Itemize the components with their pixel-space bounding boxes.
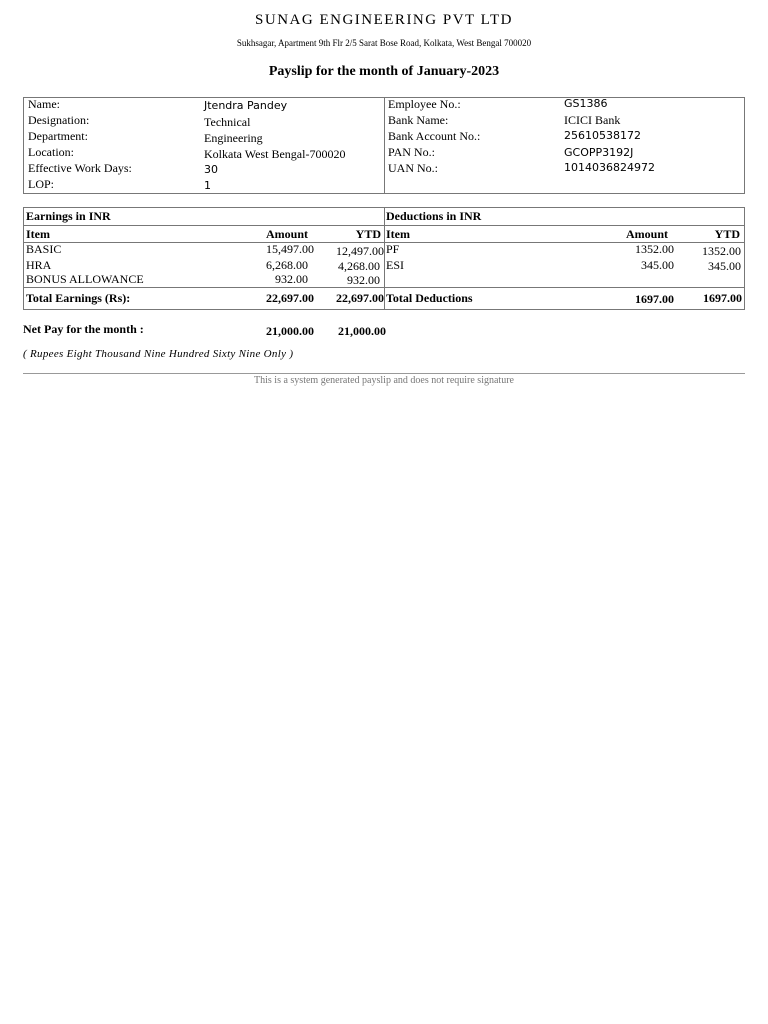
uan-value: 1014036824972 xyxy=(564,161,655,174)
location-value: Kolkata West Bengal-700020 xyxy=(204,147,346,161)
deductions-item: ESI xyxy=(386,258,404,272)
designation-value: Technical xyxy=(204,115,251,129)
net-pay-amount: 21,000.00 xyxy=(266,324,314,338)
work-days-value: 30 xyxy=(204,163,218,176)
deductions-amount: 345.00 xyxy=(641,258,674,272)
earnings-item: BONUS ALLOWANCE xyxy=(26,272,144,286)
deductions-amount: 1352.00 xyxy=(635,242,674,256)
earnings-amount: 15,497.00 xyxy=(266,242,314,256)
work-days-label: Effective Work Days: xyxy=(28,161,132,175)
bank-name-label: Bank Name: xyxy=(388,113,449,127)
salary-table-divider xyxy=(384,207,385,310)
salary-table-heading-rule xyxy=(23,225,745,226)
bank-account-value: 25610538172 xyxy=(564,129,641,142)
earnings-ytd: 12,497.00 xyxy=(336,244,384,258)
deductions-total-ytd: 1697.00 xyxy=(703,291,742,305)
pan-label: PAN No.: xyxy=(388,145,435,159)
uan-label: UAN No.: xyxy=(388,161,438,175)
name-label: Name: xyxy=(28,97,60,111)
earnings-ytd: 4,268.00 xyxy=(338,259,380,273)
bank-account-label: Bank Account No.: xyxy=(388,129,481,143)
department-value: Engineering xyxy=(204,131,263,145)
deductions-ytd: 345.00 xyxy=(708,259,741,273)
deductions-total-label: Total Deductions xyxy=(386,291,473,305)
lop-value: 1 xyxy=(204,179,211,192)
employee-no-value: GS1386 xyxy=(564,97,608,110)
net-pay-label: Net Pay for the month : xyxy=(23,322,144,336)
bank-name-value: ICICI Bank xyxy=(564,113,621,127)
earnings-total-amount: 22,697.00 xyxy=(266,291,314,305)
earnings-heading: Earnings in INR xyxy=(26,209,111,223)
employee-no-label: Employee No.: xyxy=(388,97,461,111)
footer-divider xyxy=(23,373,745,374)
footer-note: This is a system generated payslip and does not require signature xyxy=(254,375,514,386)
deductions-ytd: 1352.00 xyxy=(702,244,741,258)
name-value: Jtendra Pandey xyxy=(204,99,288,112)
earnings-amount: 932.00 xyxy=(275,272,308,286)
deductions-amount-header: Amount xyxy=(625,227,668,241)
company-address: Sukhsagar, Apartment 9th Flr 2/5 Sarat Bose Road, Kolkata, West Bengal 700020 xyxy=(236,38,532,48)
salary-table-total-rule xyxy=(23,287,745,288)
earnings-ytd-header: YTD xyxy=(355,227,381,241)
deductions-heading: Deductions in INR xyxy=(386,209,482,223)
company-name: SUNAG ENGINEERING PVT LTD xyxy=(255,12,513,28)
deductions-item-header: Item xyxy=(386,227,410,241)
pan-value: GCOPP3192J xyxy=(564,146,634,159)
earnings-item: BASIC xyxy=(26,242,62,256)
designation-label: Designation: xyxy=(28,113,90,127)
earnings-total-ytd: 22,697.00 xyxy=(336,291,384,305)
deductions-item: PF xyxy=(386,242,400,256)
earnings-item: HRA xyxy=(26,258,52,272)
department-label: Department: xyxy=(28,129,88,143)
amount-in-words: ( Rupees Eight Thousand Nine Hundred Sixty Nine Only ) xyxy=(23,348,294,360)
earnings-ytd: 932.00 xyxy=(347,273,380,287)
payslip-title: Payslip for the month of January-2023 xyxy=(268,64,500,79)
earnings-amount: 6,268.00 xyxy=(266,258,308,272)
deductions-total-amount: 1697.00 xyxy=(635,292,674,306)
earnings-item-header: Item xyxy=(26,227,50,241)
earnings-total-label: Total Earnings (Rs): xyxy=(26,291,131,305)
net-pay-ytd: 21,000.00 xyxy=(338,324,386,338)
employee-details-divider xyxy=(384,97,385,194)
deductions-ytd-header: YTD xyxy=(714,227,740,241)
location-label: Location: xyxy=(28,145,74,159)
lop-label: LOP: xyxy=(28,177,55,191)
earnings-amount-header: Amount xyxy=(265,227,308,241)
